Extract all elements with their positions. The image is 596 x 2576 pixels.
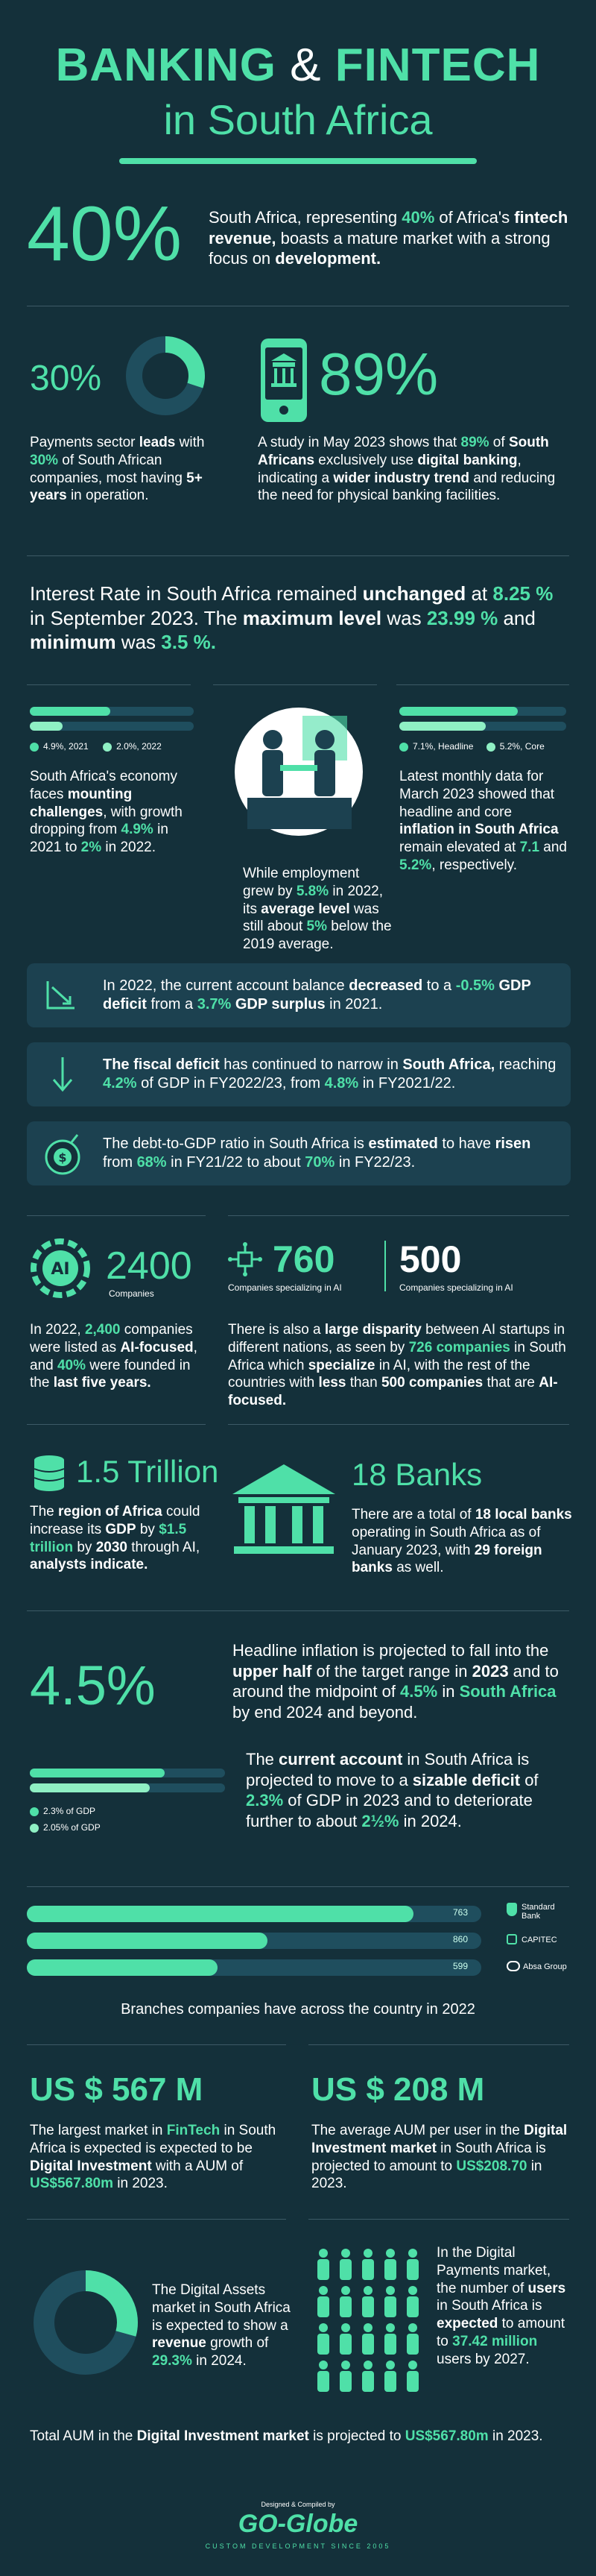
page-title: [0, 39, 596, 92]
person-icon: [362, 2296, 374, 2317]
person-icon: [408, 2249, 417, 2258]
interest-rate-text: Interest Rate in South Africa remained unchanged at 8.25 % in September 2023. The maximum level was 23.99 % and minimum was 3.5 %.: [30, 582, 554, 653]
divider: [228, 1424, 569, 1425]
debt-card: [27, 1121, 571, 1185]
digital-banking-big-value: 89%: [319, 341, 439, 407]
payments-big-value: 30%: [30, 359, 102, 398]
divider: [308, 2219, 569, 2220]
ai-760-value: 760: [273, 1238, 335, 1280]
branches-caption: Branches companies have across the country in 2022: [121, 2001, 475, 2018]
ai-disparity-text: There is also a large disparity between AI startups in different nations, as seen by 726 companies in South Africa which specialize in AI, with the rest of the countries with less than 500 companies that are AI-focused.: [228, 1322, 566, 1408]
economy-legend: 4.9%, 2021 2.0%, 2022: [30, 741, 162, 752]
ai-companies-count: 2400: [106, 1244, 192, 1288]
person-icon: [340, 2371, 352, 2392]
person-icon: [317, 2296, 329, 2317]
digital-assets-donut: [30, 2267, 142, 2378]
inflation-bar-headline: [399, 707, 566, 716]
person-icon: [407, 2296, 419, 2317]
divider: [27, 1424, 206, 1425]
current-account-text: In 2022, the current account balance decreased to a -0.5% GDP deficit from a 3.7% GDP surplus in 2021.: [103, 977, 531, 1013]
current-account-card: [27, 963, 571, 1027]
payments-users-text: In the Digital Payments market, the number of users in South Africa is expected to amount to 37.42 million users by 2027.: [437, 2245, 566, 2367]
divider: [396, 684, 569, 685]
absa-logo: Absa Group: [523, 1962, 567, 1971]
payments-text: Payments sector leads with 30% of South African companies, most having 5+ years in operation.: [30, 435, 205, 504]
divider: [384, 1241, 386, 1291]
bank-building-icon: [228, 1461, 340, 1561]
divider: [27, 555, 569, 556]
current-account-bar-2023: [30, 1769, 225, 1777]
person-icon: [341, 2323, 350, 2332]
payments-donut: [124, 334, 207, 418]
svg-text:$: $: [58, 1150, 67, 1165]
fiscal-deficit-text: The fiscal deficit has continued to narrow in South Africa, reaching 4.2% of GDP in FY2022/23, from 4.8% in FY2021/22.: [103, 1056, 557, 1092]
capitec-logo-icon: [507, 1934, 517, 1944]
footer-brand-logo: GO-Globe: [238, 2510, 358, 2538]
divider: [213, 684, 377, 685]
person-icon: [384, 2296, 396, 2317]
divider: [27, 2219, 286, 2220]
headline-inflation-value: 4.5%: [30, 1654, 156, 1716]
economy-text: South Africa's economy faces mounting challenges, with growth dropping from 4.9% in 2021 to 2% in 2022.: [30, 769, 183, 855]
person-icon: [407, 2259, 419, 2280]
inflation-bar-core: [399, 722, 566, 731]
person-icon: [364, 2286, 372, 2295]
digital-banking-text: A study in May 2023 shows that 89% of South Africans exclusively use digital banking, indicating a wider industry trend and reducing the need for physical banking facilities.: [258, 435, 556, 504]
divider: [308, 2044, 569, 2045]
page-subtitle: in South Africa: [163, 96, 433, 143]
person-icon: [386, 2249, 395, 2258]
intro-text: South Africa, representing 40% of Africa's fintech revenue, boasts a mature market with a strong focus on development.: [209, 208, 568, 268]
divider: [27, 2044, 286, 2045]
economy-bar-2021: [30, 707, 194, 716]
divider: [27, 684, 191, 685]
aum-user-value: US $ 208 M: [311, 2071, 485, 2108]
debt-text: The debt-to-GDP ratio in South Africa is estimated to have risen from 68% in FY21/22 to about 70% in FY22/23.: [103, 1136, 531, 1171]
users-people-icons: [311, 2244, 431, 2401]
inflation-text: Latest monthly data for March 2023 showed that headline and core inflation in South Africa remain elevated at 7.1 and 5.2%, respectively.: [399, 769, 567, 873]
current-account-legend: 2.3% of GDP 2.05% of GDP: [30, 1803, 101, 1836]
title-fintech: FINTECH: [335, 40, 541, 91]
current-account-bar-2024: [30, 1783, 225, 1792]
title-amp: &: [290, 40, 322, 91]
trillion-text: The region of Africa could increase its GDP by $1.5 trillion by 2030 through AI, analysts indicate.: [30, 1504, 200, 1573]
coin-stack-icon: [30, 1454, 69, 1493]
ai-text: In 2022, 2,400 companies were listed as AI-focused, and 40% were founded in the last five years.: [30, 1322, 197, 1391]
divider: [27, 1215, 206, 1216]
person-icon: [407, 2334, 419, 2355]
person-icon: [317, 2259, 329, 2280]
person-icon: [384, 2371, 396, 2392]
divider: [228, 1215, 569, 1216]
person-icon: [386, 2286, 395, 2295]
trillion-value: 1.5 Trillion: [76, 1454, 219, 1489]
mobile-bank-icon: [258, 337, 310, 423]
person-icon: [384, 2259, 396, 2280]
person-icon: [317, 2334, 329, 2355]
person-icon: [364, 2361, 372, 2369]
network-icon: [228, 1242, 262, 1276]
divider: [27, 1886, 569, 1887]
person-icon: [341, 2249, 350, 2258]
chart-down-icon: [43, 978, 77, 1013]
branches-bar-standard-bank: 763: [27, 1906, 481, 1922]
person-icon: [408, 2286, 417, 2295]
divider: [27, 1610, 569, 1611]
person-icon: [317, 2371, 329, 2392]
headline-inflation-text: Headline inflation is projected to fall into the upper half of the target range in 2023 and to around the midpoint of 4.5% in South Africa by end 2024 and beyond.: [232, 1641, 559, 1722]
current-account-projection-text: The current account in South Africa is projected to move to a sizable deficit of 2.3% of GDP in 2023 and to deteriorate further to about 2½% in 2024.: [246, 1750, 539, 1830]
person-icon: [319, 2361, 328, 2369]
person-icon: [340, 2296, 352, 2317]
ai-760-label: Companies specializing in AI: [228, 1282, 342, 1293]
standard-bank-logo: Standard Bank: [522, 1903, 555, 1921]
arrow-down-icon: [48, 1056, 77, 1093]
person-icon: [340, 2334, 352, 2355]
person-icon: [341, 2361, 350, 2369]
person-icon: [362, 2259, 374, 2280]
title-underline: [119, 158, 477, 164]
person-icon: [407, 2371, 419, 2392]
ai-500-label: Companies specializing in AI: [399, 1282, 513, 1293]
footer-tagline: CUSTOM DEVELOPMENT SINCE 2005: [205, 2542, 391, 2550]
economy-bar-2022: [30, 722, 194, 731]
banks-value: 18 Banks: [352, 1457, 483, 1492]
digital-assets-text: The Digital Assets market in South Africa is expected to show a revenue growth of 29.3% in 2024.: [152, 2282, 291, 2369]
employment-text: While employment grew by 5.8% in 2022, its average level was still about 5% below the 2019 average.: [243, 866, 392, 952]
ai-companies-label: Companies: [109, 1288, 154, 1299]
ai-500-value: 500: [399, 1238, 462, 1280]
person-icon: [340, 2259, 352, 2280]
person-icon: [386, 2361, 395, 2369]
person-icon: [364, 2323, 372, 2332]
person-icon: [362, 2334, 374, 2355]
person-icon: [319, 2286, 328, 2295]
standard-bank-logo-icon: [507, 1903, 517, 1916]
person-icon: [408, 2361, 417, 2369]
fiscal-deficit-card: [27, 1042, 571, 1106]
person-icon: [362, 2371, 374, 2392]
banks-text: There are a total of 18 local banks operating in South Africa as of January 2023, with 29 foreign banks as well.: [352, 1507, 572, 1576]
fintech-value: US $ 567 M: [30, 2071, 203, 2108]
total-aum-text: Total AUM in the Digital Investment market is projected to US$567.80m in 2023.: [30, 2428, 543, 2444]
svg-text:AI: AI: [51, 1260, 70, 1279]
handshake-illustration: [228, 701, 370, 843]
person-icon: [364, 2249, 372, 2258]
person-icon: [386, 2323, 395, 2332]
debt-bomb-icon: [42, 1130, 86, 1177]
inflation-legend: 7.1%, Headline 5.2%, Core: [399, 741, 545, 752]
intro-big-value: 40%: [27, 191, 183, 277]
title-banking: BANKING: [55, 40, 276, 91]
person-icon: [341, 2286, 350, 2295]
absa-logo-icon: [507, 1961, 520, 1971]
fintech-text: The largest market in FinTech in South Africa is expected is expected to be Digital Investment with a AUM of US$567.80m in 2023.: [30, 2123, 276, 2192]
person-icon: [384, 2334, 396, 2355]
footer-designed-by: Designed & Compiled by: [261, 2501, 335, 2508]
ai-chip-icon: [30, 1238, 91, 1299]
aum-user-text: The average AUM per user in the Digital Investment market in South Africa is projected to amount to US$208.70 in 2023.: [311, 2123, 568, 2192]
branches-bar-capitec: 860: [27, 1933, 481, 1949]
person-icon: [319, 2249, 328, 2258]
person-icon: [319, 2323, 328, 2332]
person-icon: [408, 2323, 417, 2332]
capitec-logo: CAPITEC: [522, 1936, 557, 1944]
branches-bar-absa: 599: [27, 1959, 481, 1976]
